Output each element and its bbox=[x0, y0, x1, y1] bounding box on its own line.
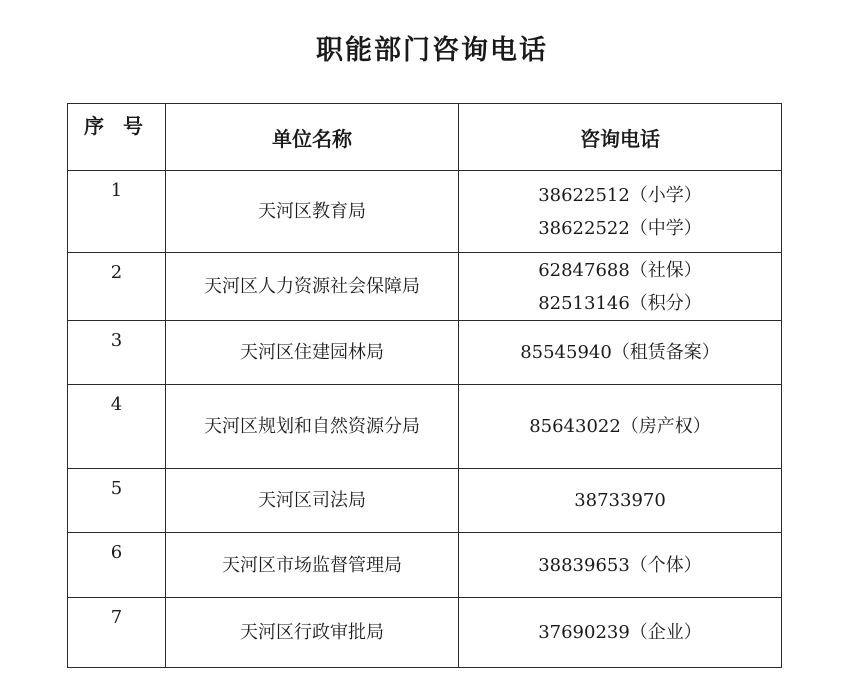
header-unit: 单位名称 bbox=[166, 104, 459, 171]
phone-cell bbox=[459, 469, 782, 533]
phone-number: 38733970 bbox=[574, 490, 666, 511]
table-row bbox=[68, 598, 782, 668]
phone-number: 37690239（企业） bbox=[538, 622, 702, 643]
header-seq: 序 号 bbox=[68, 104, 166, 171]
phone-number: 85643022（房产权） bbox=[529, 416, 711, 437]
row-number: 2 bbox=[68, 253, 166, 321]
table-row bbox=[68, 171, 782, 253]
phone-cell bbox=[459, 385, 782, 469]
phone-number: 38622522（中学） bbox=[538, 217, 702, 239]
row-number: 1 bbox=[68, 171, 166, 253]
table-row bbox=[68, 253, 782, 321]
phone-number: 85545940（租赁备案） bbox=[520, 342, 720, 363]
unit-name: 天河区住建园林局 bbox=[166, 321, 459, 385]
phone-cell bbox=[459, 598, 782, 668]
unit-name: 天河区规划和自然资源分局 bbox=[166, 385, 459, 469]
phone-number: 62847688（社保） bbox=[538, 259, 702, 281]
row-number: 3 bbox=[68, 321, 166, 385]
table-row bbox=[68, 533, 782, 598]
table-header-row bbox=[68, 104, 782, 171]
row-number: 4 bbox=[68, 385, 166, 469]
phone-cell bbox=[459, 533, 782, 598]
row-number: 6 bbox=[68, 533, 166, 598]
table-row bbox=[68, 321, 782, 385]
table-row bbox=[68, 385, 782, 469]
header-phone: 咨询电话 bbox=[459, 104, 782, 171]
unit-name: 天河区人力资源社会保障局 bbox=[166, 253, 459, 321]
phone-number: 82513146（积分） bbox=[538, 292, 702, 314]
phone-number: 38622512（小学） bbox=[538, 184, 702, 206]
phone-number: 38839653（个体） bbox=[538, 554, 702, 576]
phone-cell bbox=[459, 321, 782, 385]
unit-name: 天河区市场监督管理局 bbox=[166, 533, 459, 598]
phone-cell bbox=[459, 171, 782, 253]
table-row bbox=[68, 469, 782, 533]
contact-table bbox=[67, 103, 782, 668]
unit-name: 天河区行政审批局 bbox=[166, 598, 459, 668]
page-title: 职能部门咨询电话 bbox=[316, 35, 548, 66]
unit-name: 天河区教育局 bbox=[166, 171, 459, 253]
unit-name: 天河区司法局 bbox=[166, 469, 459, 533]
row-number: 7 bbox=[68, 598, 166, 668]
phone-cell bbox=[459, 253, 782, 321]
row-number: 5 bbox=[68, 469, 166, 533]
